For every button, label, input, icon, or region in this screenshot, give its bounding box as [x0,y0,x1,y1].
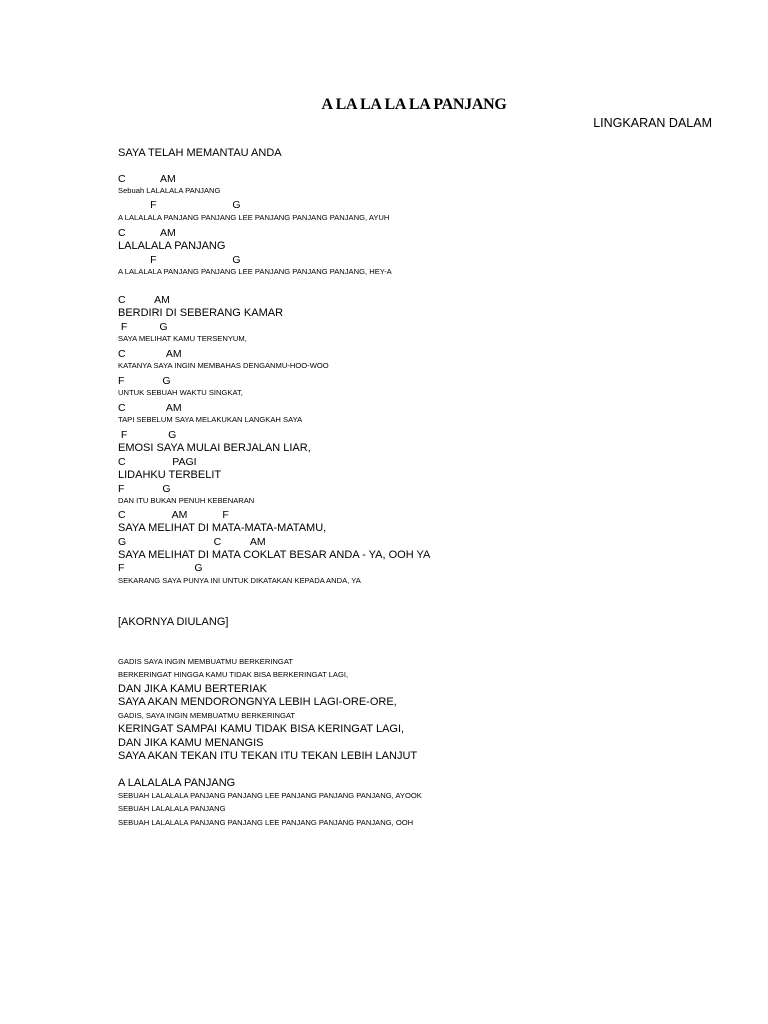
chord-line: G C AM [118,536,266,548]
lyric-line: LALALALA PANJANG [118,240,226,252]
chord-line: F G [118,254,241,266]
lyric-line: KATANYA SAYA INGIN MEMBAHAS DENGANMU-HOO-WOO [118,361,329,370]
chord-line: C AM [118,402,182,414]
lyric-line: EMOSI SAYA MULAI BERJALAN LIAR, [118,442,311,454]
lyric-line: LIDAHKU TERBELIT [118,469,222,481]
chord-line: C AM [118,348,182,360]
chord-line: C AM [118,227,176,239]
chord-line: F G [118,562,203,574]
lyric-line: A LALALALA PANJANG [118,777,236,789]
lyric-line: SAYA MELIHAT DI MATA-MATA-MATAMU, [118,522,327,534]
lyric-line: KERINGAT SAMPAI KAMU TIDAK BISA KERINGAT LAGI, [118,723,405,735]
lyric-line: SAYA AKAN MENDORONGNYA LEBIH LAGI-ORE-ORE, [118,696,397,708]
chord-line: F G [118,483,171,495]
lyric-line: BERDIRI DI SEBERANG KAMAR [118,307,284,319]
lyric-line: SAYA TELAH MEMANTAU ANDA [118,147,282,159]
lyric-line: DAN ITU BUKAN PENUH KEBENARAN [118,496,255,505]
lyric-line: GADIS SAYA INGIN MEMBUATMU BERKERINGAT [118,657,293,666]
lyric-line: DAN JIKA KAMU MENANGIS [118,737,264,749]
song-title: A LA LA LA LA PANJANG [321,96,507,113]
lyric-line: SEBUAH LALALALA PANJANG PANJANG LEE PANJANG PANJANG PANJANG, AYOOK [118,791,422,800]
lyric-line: SEBUAH LALALALA PANJANG PANJANG LEE PANJANG PANJANG PANJANG, OOH [118,818,414,827]
chord-line: F G [118,375,171,387]
lyric-line: SEBUAH LALALALA PANJANG [118,804,226,813]
lyric-line: SAYA MELIHAT DI MATA COKLAT BESAR ANDA - YA, OOH YA [118,549,431,561]
lyric-line: A LALALALA PANJANG PANJANG LEE PANJANG PANJANG PANJANG, HEY-A [118,267,392,276]
section-marker: [AKORNYA DIULANG] [118,616,229,628]
chord-line: C AM [118,294,170,306]
lyric-line: UNTUK SEBUAH WAKTU SINGKAT, [118,388,243,397]
lyric-line: SEKARANG SAYA PUNYA INI UNTUK DIKATAKAN KEPADA ANDA, YA [118,576,361,585]
chord-line: C PAGI [118,456,197,468]
lyric-line: A LALALALA PANJANG PANJANG LEE PANJANG PANJANG PANJANG, AYUH [118,213,390,222]
chord-line: C AM F [118,509,229,521]
lyric-line: GADIS, SAYA INGIN MEMBUATMU BERKERINGAT [118,711,296,720]
lyric-line: TAPI SEBELUM SAYA MELAKUKAN LANGKAH SAYA [118,415,303,424]
lyric-line: Sebuah LALALALA PANJANG [118,186,221,195]
chord-line: F G [118,199,241,211]
lyric-line: SAYA MELIHAT KAMU TERSENYUM, [118,334,247,343]
lyric-line: SAYA AKAN TEKAN ITU TEKAN ITU TEKAN LEBIH LANJUT [118,750,418,762]
lyric-line: DAN JIKA KAMU BERTERIAK [118,683,267,695]
lyric-line: BERKERINGAT HINGGA KAMU TIDAK BISA BERKERINGAT LAGI, [118,670,349,679]
artist-name: LINGKARAN DALAM [593,116,712,130]
chord-line: F G [118,429,177,441]
chord-line: F G [118,321,168,333]
chord-line: C AM [118,173,176,185]
